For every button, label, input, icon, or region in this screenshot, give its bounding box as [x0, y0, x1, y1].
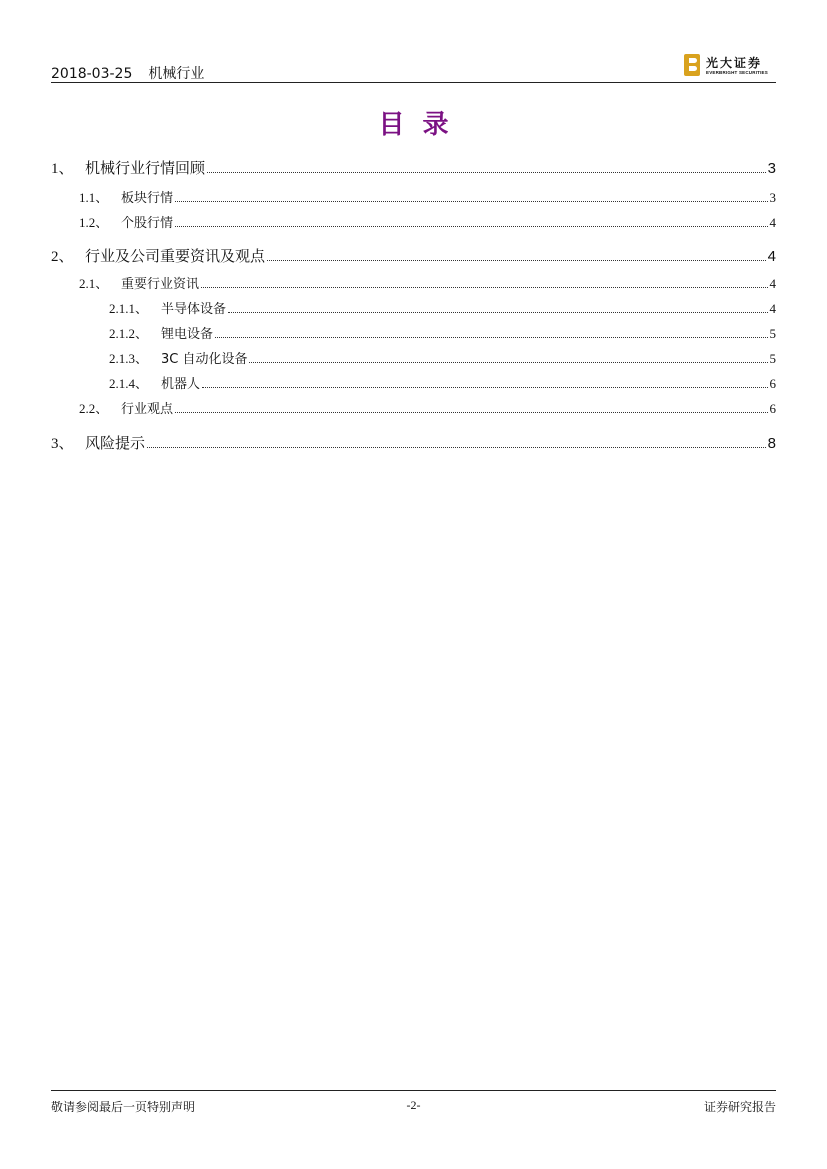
toc-entry-title: 机械行业行情回顾 — [85, 159, 206, 177]
toc-entry-title: 机器人 — [161, 377, 201, 392]
toc-entry-page: 8 — [767, 435, 776, 452]
toc-entry-number: 2.1.2、 — [109, 326, 149, 341]
toc-entry-number: 2.1.4、 — [109, 376, 149, 391]
toc-entry-number: 2.1、 — [79, 276, 109, 291]
toc-entry-number: 2.2、 — [79, 401, 109, 416]
toc-entry-page: 5 — [769, 351, 776, 366]
toc-entry-number: 2.1.1、 — [109, 301, 149, 316]
toc-entry[interactable] — [51, 398, 776, 417]
toc-leader-dots — [267, 260, 766, 261]
toc-leader-dots — [228, 312, 767, 313]
toc-entry[interactable] — [51, 157, 776, 178]
toc-leader-dots — [201, 287, 767, 288]
toc-entry-page: 6 — [769, 376, 776, 391]
logo-mark-icon — [684, 54, 700, 76]
page-header — [51, 54, 776, 83]
toc-entry-title: 重要行业资讯 — [121, 277, 200, 292]
toc-entry[interactable] — [51, 212, 776, 231]
toc-entry-page: 4 — [769, 301, 776, 316]
toc-entry[interactable] — [51, 432, 776, 453]
toc-title: 目录 — [378, 110, 467, 140]
toc-entry-page: 4 — [769, 276, 776, 291]
page-number: -2- — [406, 1098, 421, 1112]
logo-english-name: EVERBRIGHT SECURITIES — [706, 70, 768, 75]
toc-entry-number: 1.2、 — [79, 215, 109, 230]
header-sector: 机械行业 — [148, 66, 205, 82]
toc-entry[interactable] — [51, 245, 776, 266]
toc-leader-dots — [175, 412, 767, 413]
toc-entry-page: 5 — [769, 326, 776, 341]
toc-entry-page: 3 — [767, 160, 776, 177]
toc-leader-dots — [175, 226, 767, 227]
toc-entry-number: 3、 — [51, 436, 74, 452]
toc-leader-dots — [147, 447, 766, 448]
page-footer — [51, 1090, 776, 1114]
toc-entry-title: 个股行情 — [121, 216, 174, 231]
toc-entry-title: 3C 自动化设备 — [161, 352, 248, 367]
logo-chinese-name: 光大证券 — [706, 56, 763, 70]
toc-leader-dots — [175, 201, 767, 202]
header-info — [51, 63, 220, 83]
toc-entry[interactable] — [51, 373, 776, 392]
toc-entry-page: 4 — [769, 215, 776, 230]
toc-leader-dots — [202, 387, 767, 388]
toc-leader-dots — [215, 337, 767, 338]
toc-entry-title: 半导体设备 — [161, 302, 227, 317]
toc-entry-number: 2.1.3、 — [109, 351, 149, 366]
toc-entry[interactable] — [51, 187, 776, 206]
toc-leader-dots — [249, 362, 767, 363]
toc-entry-title: 风险提示 — [85, 434, 146, 452]
toc-entry-title: 板块行情 — [121, 191, 174, 206]
toc-leader-dots — [207, 172, 766, 173]
toc-entry-title: 行业观点 — [121, 402, 174, 417]
footer-disclaimer-note: 敬请参阅最后一页特别声明 — [51, 1100, 196, 1114]
toc-entry[interactable] — [51, 298, 776, 317]
report-type: 证券研究报告 — [703, 1100, 776, 1114]
toc-entry-number: 2、 — [51, 249, 74, 265]
toc-entry-title: 锂电设备 — [161, 327, 214, 342]
toc-entry-page: 3 — [769, 190, 776, 205]
toc-entry-page: 6 — [769, 401, 776, 416]
header-date: 2018-03-25 — [51, 66, 133, 82]
toc-entry[interactable] — [51, 348, 776, 367]
toc-entry[interactable] — [51, 273, 776, 292]
toc-entry-page: 4 — [767, 248, 776, 265]
toc-entry-number: 1、 — [51, 161, 74, 177]
toc-entry-title: 行业及公司重要资讯及观点 — [85, 247, 266, 265]
toc-entry[interactable] — [51, 323, 776, 342]
toc-entry-number: 1.1、 — [79, 190, 109, 205]
company-logo — [684, 54, 776, 78]
